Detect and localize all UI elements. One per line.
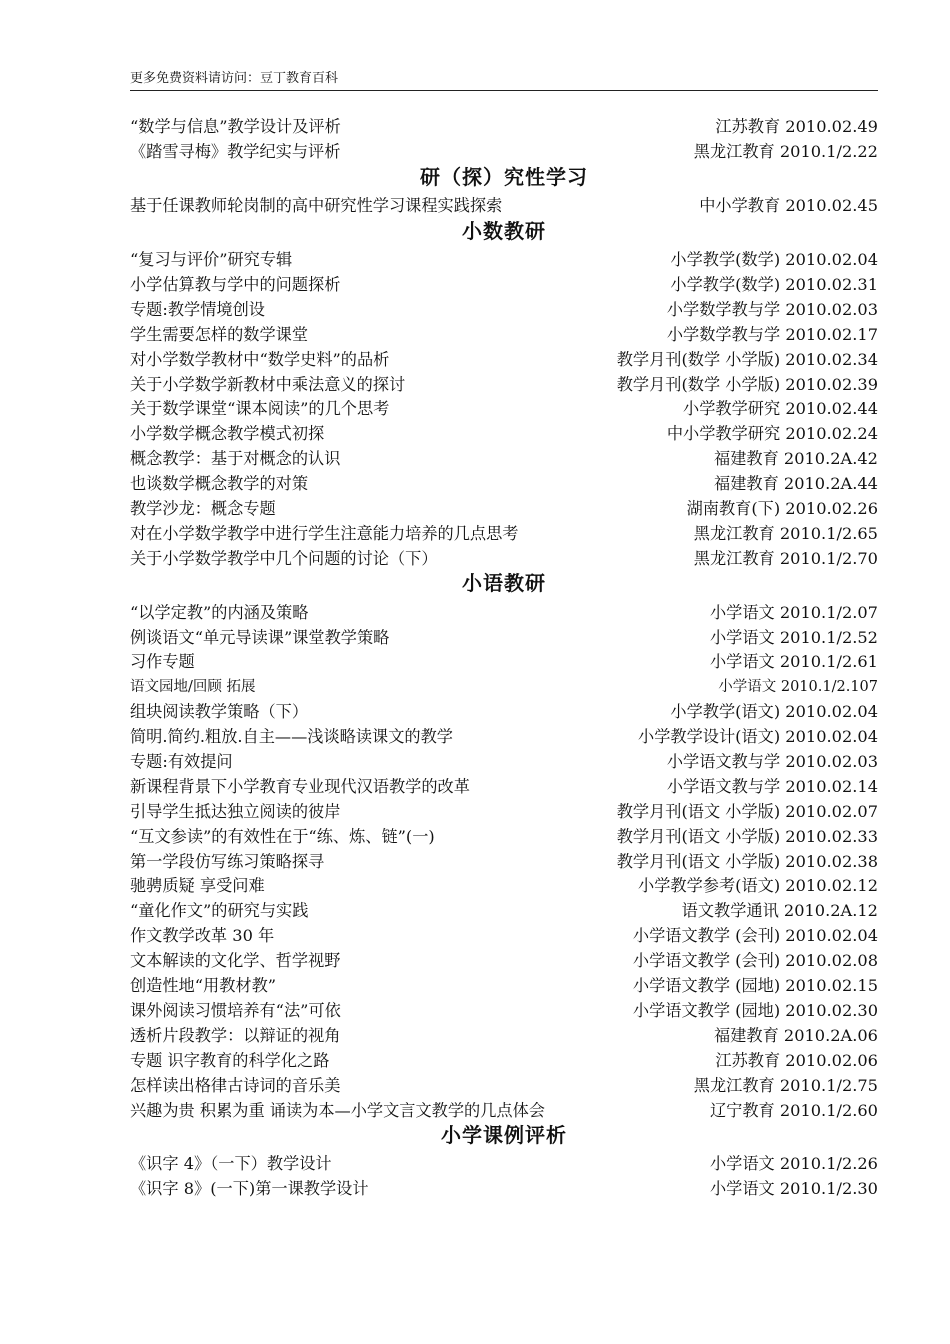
entry-title: “童化作文”的研究与实践 [130, 901, 309, 921]
catalog-entry [130, 1096, 878, 1121]
entry-source: 教学月刊(语文 小学版) 2010.02.33 [616, 826, 878, 846]
catalog-entry [130, 947, 878, 972]
catalog-entry [130, 1071, 878, 1096]
entry-source: 语文教学通讯 2010.2A.12 [681, 901, 878, 921]
entry-title: “互文参读”的有效性在于“练、炼、链”(一) [130, 826, 435, 846]
entry-source: 教学月刊(数学 小学版) 2010.02.39 [616, 374, 878, 394]
entry-source: 教学月刊(语文 小学版) 2010.02.07 [616, 801, 878, 821]
catalog-entry [130, 822, 878, 847]
entry-title: 专题 识字教育的科学化之路 [130, 1050, 330, 1070]
entry-title: 简明.简约.粗放.自主——浅谈略读课文的教学 [130, 727, 453, 747]
catalog-entry [130, 1046, 878, 1071]
catalog-entry [130, 271, 878, 296]
section-heading: 小数教研 [462, 218, 546, 243]
entry-source: 小学教学(数学) 2010.02.04 [670, 250, 878, 270]
entry-title: 第一学段仿写练习策略探寻 [130, 851, 325, 871]
catalog-entry [130, 370, 878, 395]
catalog-entry [130, 320, 878, 345]
entry-source: 中小学教学研究 2010.02.24 [666, 424, 878, 444]
entry-title: 关于小学数学教学中几个问题的讨论（下） [130, 548, 438, 568]
entry-title: 引导学生抵达独立阅读的彼岸 [130, 801, 341, 821]
entry-source: 小学数学教与学 2010.02.03 [666, 299, 878, 319]
entry-title: 对在小学数学教学中进行学生注意能力培养的几点思考 [130, 523, 519, 543]
entry-title: 课外阅读习惯培养有“法”可依 [130, 1000, 341, 1020]
entry-source: 小学语文教学 (园地) 2010.02.15 [632, 976, 878, 996]
entry-source: 小学教学研究 2010.02.44 [683, 399, 878, 419]
catalog-entry [130, 598, 878, 623]
entry-title: 《识字 8》(一下)第一课教学设计 [130, 1179, 369, 1199]
entry-title: 创造性地“用教材教” [130, 976, 277, 996]
entry-source: 福建教育 2010.2A.44 [714, 474, 878, 494]
entry-title: 《识字 4》（一下）教学设计 [130, 1154, 332, 1174]
catalog-entry [130, 1175, 878, 1200]
entry-title: “数学与信息”教学设计及评析 [130, 117, 341, 137]
entry-source: 小学语文 2010.1/2.07 [709, 602, 878, 622]
catalog-entry [130, 192, 878, 217]
catalog-entry [130, 772, 878, 797]
catalog-entry [130, 420, 878, 445]
entry-source: 小学语文教与学 2010.02.14 [666, 776, 878, 796]
entry-source: 小学语文 2010.1/2.107 [718, 678, 878, 695]
entry-source: 教学月刊(数学 小学版) 2010.02.34 [616, 349, 878, 369]
entry-title: 小学估算教与学中的问题探析 [130, 275, 341, 294]
entry-source: 小学语文教与学 2010.02.03 [666, 752, 878, 772]
entry-title: 怎样读出格律古诗词的音乐美 [130, 1075, 341, 1095]
catalog-entry [130, 445, 878, 470]
entry-source: 小学语文 2010.1/2.61 [709, 652, 878, 672]
entry-source: 江苏教育 2010.02.49 [715, 117, 878, 137]
catalog-entry [130, 246, 878, 271]
entry-source: 小学语文 2010.1/2.30 [709, 1179, 878, 1199]
catalog-entry [130, 470, 878, 495]
entry-source: 教学月刊(语文 小学版) 2010.02.38 [616, 851, 878, 871]
catalog-entry [130, 847, 878, 872]
entry-title: 专题:有效提问 [130, 752, 233, 772]
catalog-entry [130, 623, 878, 648]
entry-source: 小学数学教与学 2010.02.17 [666, 324, 878, 344]
entry-source: 小学教学设计(语文) 2010.02.04 [638, 727, 878, 747]
entry-title: 关于小学数学新教材中乘法意义的探讨 [130, 374, 406, 394]
entry-title: 透析片段教学：以辩证的视角 [130, 1025, 341, 1045]
entry-title: 对小学数学教材中“数学史料”的品析 [130, 349, 390, 369]
catalog-entry [130, 395, 878, 420]
catalog-entry [130, 797, 878, 822]
catalog-entry [130, 648, 878, 673]
catalog-entry [130, 748, 878, 773]
section-heading: 小学课例评析 [441, 1122, 567, 1147]
catalog-entry [130, 698, 878, 723]
entry-source: 中小学教育 2010.02.45 [699, 196, 878, 216]
catalog-entry [130, 673, 878, 698]
entry-source: 小学教学参考(语文) 2010.02.12 [638, 876, 878, 896]
entry-title: 教学沙龙：概念专题 [130, 499, 276, 519]
entry-title: 例谈语文“单元导读课”课堂教学策略 [130, 627, 390, 647]
entry-title: 概念教学：基于对概念的认识 [130, 449, 341, 469]
entry-title: 新课程背景下小学教育专业现代汉语教学的改革 [130, 776, 470, 796]
catalog-entry [130, 544, 878, 569]
entry-title: “以学定教”的内涵及策略 [130, 602, 309, 622]
entry-title: 小学数学概念教学模式初探 [130, 424, 325, 444]
entry-title: 专题:教学情境创设 [130, 299, 265, 319]
catalog-entry [130, 495, 878, 520]
entry-title: 作文教学改革 30 年 [130, 926, 275, 946]
entry-title: 学生需要怎样的数学课堂 [130, 324, 309, 344]
entry-source: 小学语文教学 (会刊) 2010.02.04 [632, 926, 878, 946]
entry-source: 小学教学(语文) 2010.02.04 [670, 702, 878, 722]
entry-source: 福建教育 2010.2A.06 [714, 1025, 878, 1045]
entry-source: 黑龙江教育 2010.1/2.22 [693, 142, 878, 162]
catalog-entry [130, 138, 878, 163]
entry-source: 辽宁教育 2010.1/2.60 [709, 1100, 878, 1120]
entry-title: 文本解读的文化学、哲学视野 [130, 951, 341, 971]
catalog-list [130, 113, 878, 1200]
entry-title: 语文园地/回顾 拓展 [130, 678, 256, 695]
catalog-entry [130, 345, 878, 370]
entry-title: “复习与评价”研究专辑 [130, 250, 293, 270]
entry-source: 小学语文教学 (会刊) 2010.02.08 [632, 951, 878, 971]
catalog-entry [130, 997, 878, 1022]
entry-source: 黑龙江教育 2010.1/2.65 [693, 523, 878, 543]
section-heading: 小语教研 [462, 571, 546, 596]
catalog-entry [130, 519, 878, 544]
page-header: 更多免费资料请访问：豆丁教育百科 [130, 70, 878, 91]
entry-source: 小学语文 2010.1/2.52 [709, 627, 878, 647]
entry-title: 基于任课教师轮岗制的高中研究性学习课程实践探索 [130, 196, 503, 216]
entry-source: 小学语文教学 (园地) 2010.02.30 [632, 1000, 878, 1020]
catalog-entry [130, 723, 878, 748]
entry-source: 小学教学(数学) 2010.02.31 [670, 275, 878, 294]
catalog-entry [130, 1150, 878, 1175]
entry-source: 小学语文 2010.1/2.26 [709, 1154, 878, 1174]
catalog-entry [130, 872, 878, 897]
catalog-entry [130, 922, 878, 947]
entry-source: 江苏教育 2010.02.06 [715, 1050, 878, 1070]
entry-title: 《踏雪寻梅》教学纪实与评析 [130, 142, 341, 162]
entry-title: 组块阅读教学策略（下） [130, 702, 309, 722]
catalog-entry [130, 1021, 878, 1046]
entry-title: 驰骋质疑 享受问难 [130, 876, 265, 896]
entry-title: 关于数学课堂“课本阅读”的几个思考 [130, 399, 390, 419]
catalog-entry [130, 897, 878, 922]
section-heading: 研（探）究性学习 [420, 164, 588, 189]
entry-source: 黑龙江教育 2010.1/2.75 [693, 1075, 878, 1095]
catalog-entry [130, 295, 878, 320]
entry-title: 也谈数学概念教学的对策 [130, 474, 309, 494]
entry-source: 湖南教育(下) 2010.02.26 [686, 499, 878, 519]
entry-source: 黑龙江教育 2010.1/2.70 [693, 548, 878, 568]
catalog-entry [130, 113, 878, 138]
entry-title: 兴趣为贵 积累为重 诵读为本—小学文言文教学的几点体会 [130, 1100, 545, 1120]
entry-source: 福建教育 2010.2A.42 [714, 449, 878, 469]
catalog-entry [130, 972, 878, 997]
entry-title: 习作专题 [130, 652, 195, 672]
